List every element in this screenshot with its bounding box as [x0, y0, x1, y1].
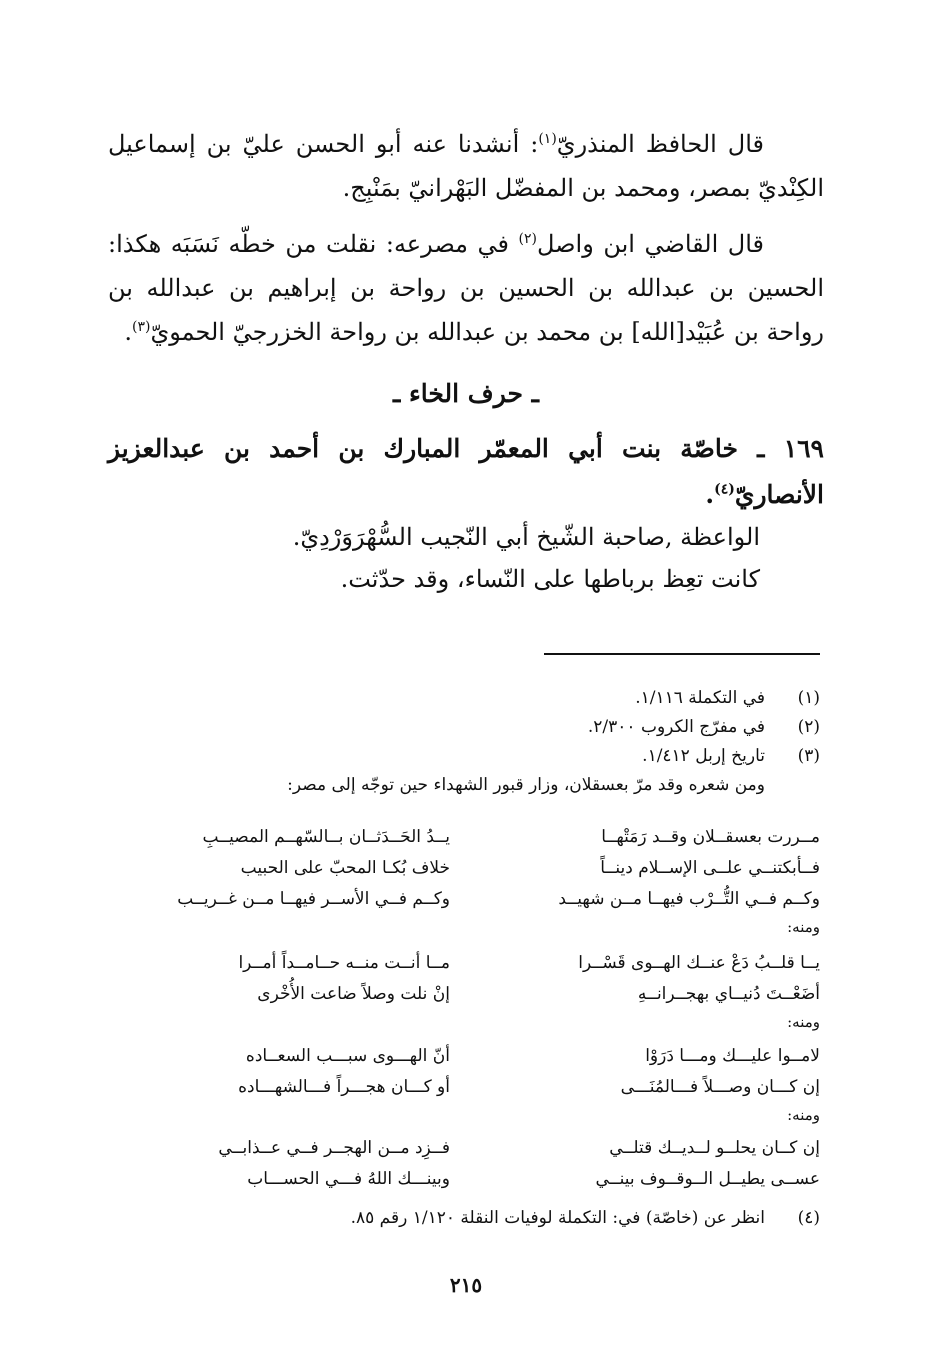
poem-block-2 [120, 948, 820, 1034]
poem-block-1 [120, 822, 820, 939]
entry-text: ١٦٩ ـ خاصّة بنت أبي المعمّر المبارك بن أحمد بن عبدالعزيز الأنصاريّ [108, 434, 824, 509]
verse-first-hemistich: وكــم فــي التُّــرْب فيهــا مــن شهيــد [558, 889, 820, 909]
verse-first-hemistich: يــا قلــبُ دَعْ عنــك الهــوى قَسْــرا [578, 953, 820, 973]
footnote-3 [100, 742, 820, 771]
verse-first-hemistich: لامــوا عليـــك ومـــا دَرَوْا [645, 1046, 820, 1066]
poem-intro: ومن شعره وقد مرّ بعسقلان، وزار قبور الشهداء حين توجّه إلى مصر: [287, 775, 765, 795]
verse-line [120, 853, 820, 884]
poem-block-4 [120, 1133, 820, 1195]
verse-first-hemistich: عســى يطيــل الــوقــوف بينــي [595, 1169, 820, 1189]
section-heading: ـ حرف الخاء ـ [393, 379, 539, 408]
verse-line [120, 1072, 820, 1103]
paragraph2-text-c: . [124, 318, 132, 346]
verse-second-hemistich: وكــم فــي الأســر فيهــا مــن غــريــب [177, 889, 450, 909]
verse-second-hemistich: مــا أنــت منــه حــامــداً أمــرا [238, 953, 450, 973]
footnote-1 [100, 684, 820, 713]
verse-line [120, 979, 820, 1010]
entry-title [108, 426, 824, 518]
verse-second-hemistich: أنّ الهـــوى سبـــب السعــاده [245, 1046, 450, 1066]
footnote-divider [544, 653, 820, 655]
footnote-text: في التكملة ١/١١٦. [635, 688, 765, 708]
verse-first-hemistich: إن كـــان وصـــلاً فـــالمُنَـــى [620, 1077, 820, 1097]
footnote-number: (٣) [797, 746, 820, 766]
footnote-number: (١) [797, 688, 820, 708]
footnote-text: تاريخ إربل ١/٤١٢. [642, 746, 765, 766]
verse-line [120, 822, 820, 853]
paragraph1-text-b: : أنشدنا عنه أبو الحسن عليّ بن إسماعيل الكِنْديّ بمصر، ومحمد بن المفضّل البَهْرانيّ بمَنْبِج. [108, 130, 824, 202]
verse-first-hemistich: مــررت بعسقــلان وقــد رَمَتْهــا [601, 827, 820, 847]
verse-second-hemistich: أو كـــان هجـــراً فـــالشهـــاده [238, 1077, 450, 1097]
verse-line [120, 948, 820, 979]
footnote-text: انظر عن (خاصّة) في: التكملة لوفيات النقلة ١/١٢٠ رقم ٨٥. [350, 1208, 765, 1228]
paragraph1-text-a: قال الحافظ المنذريّ [556, 130, 765, 158]
verse-first-hemistich: أضَعْــتَ دُنيــاي بهجــرانــهِ [637, 984, 820, 1004]
footnote-ref-1[interactable]: (١) [538, 131, 557, 147]
paragraph-ibn-wasil [108, 222, 824, 354]
verse-line [120, 1164, 820, 1195]
verse-line [120, 884, 820, 915]
footnote-ref-3[interactable]: (٣) [131, 319, 151, 335]
footnote-2 [100, 713, 820, 742]
verse-line [120, 1041, 820, 1072]
paragraph2-text-a: قال القاضي ابن واصل [537, 230, 764, 258]
footnote-ref-4[interactable]: (٤) [714, 481, 735, 498]
minhu-label: ومنه: [787, 1106, 820, 1124]
footnote-ref-2[interactable]: (٢) [518, 231, 537, 247]
poem-block-3 [120, 1041, 820, 1127]
footnote-number: (٤) [797, 1208, 820, 1228]
paragraph2-text-b: في مصرعه: نقلت من خطّه نَسَبَه هكذا: الحسين بن عبدالله بن الحسين بن رواحة بن إبراهيم بن عبدالله بن رواحة بن عُبَيْد[الله] بن محمد بن عبدالله بن رواحة الخزرجيّ الحمويّ [108, 230, 824, 346]
description-line: كانت تعِظ برباطها على النّساء، وقد حدّثت. [340, 565, 760, 593]
verse-second-hemistich: فــزِد مــن الهجــر فــي عــذابــي [218, 1138, 450, 1158]
verse-first-hemistich: فــأبكتنــي علــى الإســلام دينــاً [600, 858, 820, 878]
entry-end: . [705, 480, 715, 509]
minhu-label: ومنه: [787, 1013, 820, 1031]
verse-second-hemistich: يــدُ الحَــدَثــان بــالسّهــم المصيــبِ [202, 827, 450, 847]
entry-description [110, 516, 760, 600]
verse-second-hemistich: خلاف بُكـا المحبّ على الحبيب [240, 858, 450, 878]
footnote-4 [100, 1204, 820, 1232]
footnotes [100, 684, 820, 800]
verse-second-hemistich: وبينـــك اللهُ فـــي الحســـاب [247, 1169, 450, 1189]
verse-line [120, 1133, 820, 1164]
page-number: ٢١٥ [449, 1273, 483, 1297]
verse-second-hemistich: إنْ نلت وصلاً ضاعت الأُخْرى [257, 984, 450, 1004]
verse-first-hemistich: إن كــان يحلــو لــديــك قتلــي [609, 1138, 820, 1158]
footnote-number: (٢) [797, 717, 820, 737]
footnote-text: في مفرّج الكروب ٢/٣٠٠. [587, 717, 765, 737]
paragraph-mundhiri [108, 122, 824, 210]
minhu-label: ومنه: [787, 918, 820, 936]
description-line: الواعظة ,صاحبة الشّيخ أبي النّجيب السُّهْرَوَرْدِيّ. [292, 523, 760, 551]
